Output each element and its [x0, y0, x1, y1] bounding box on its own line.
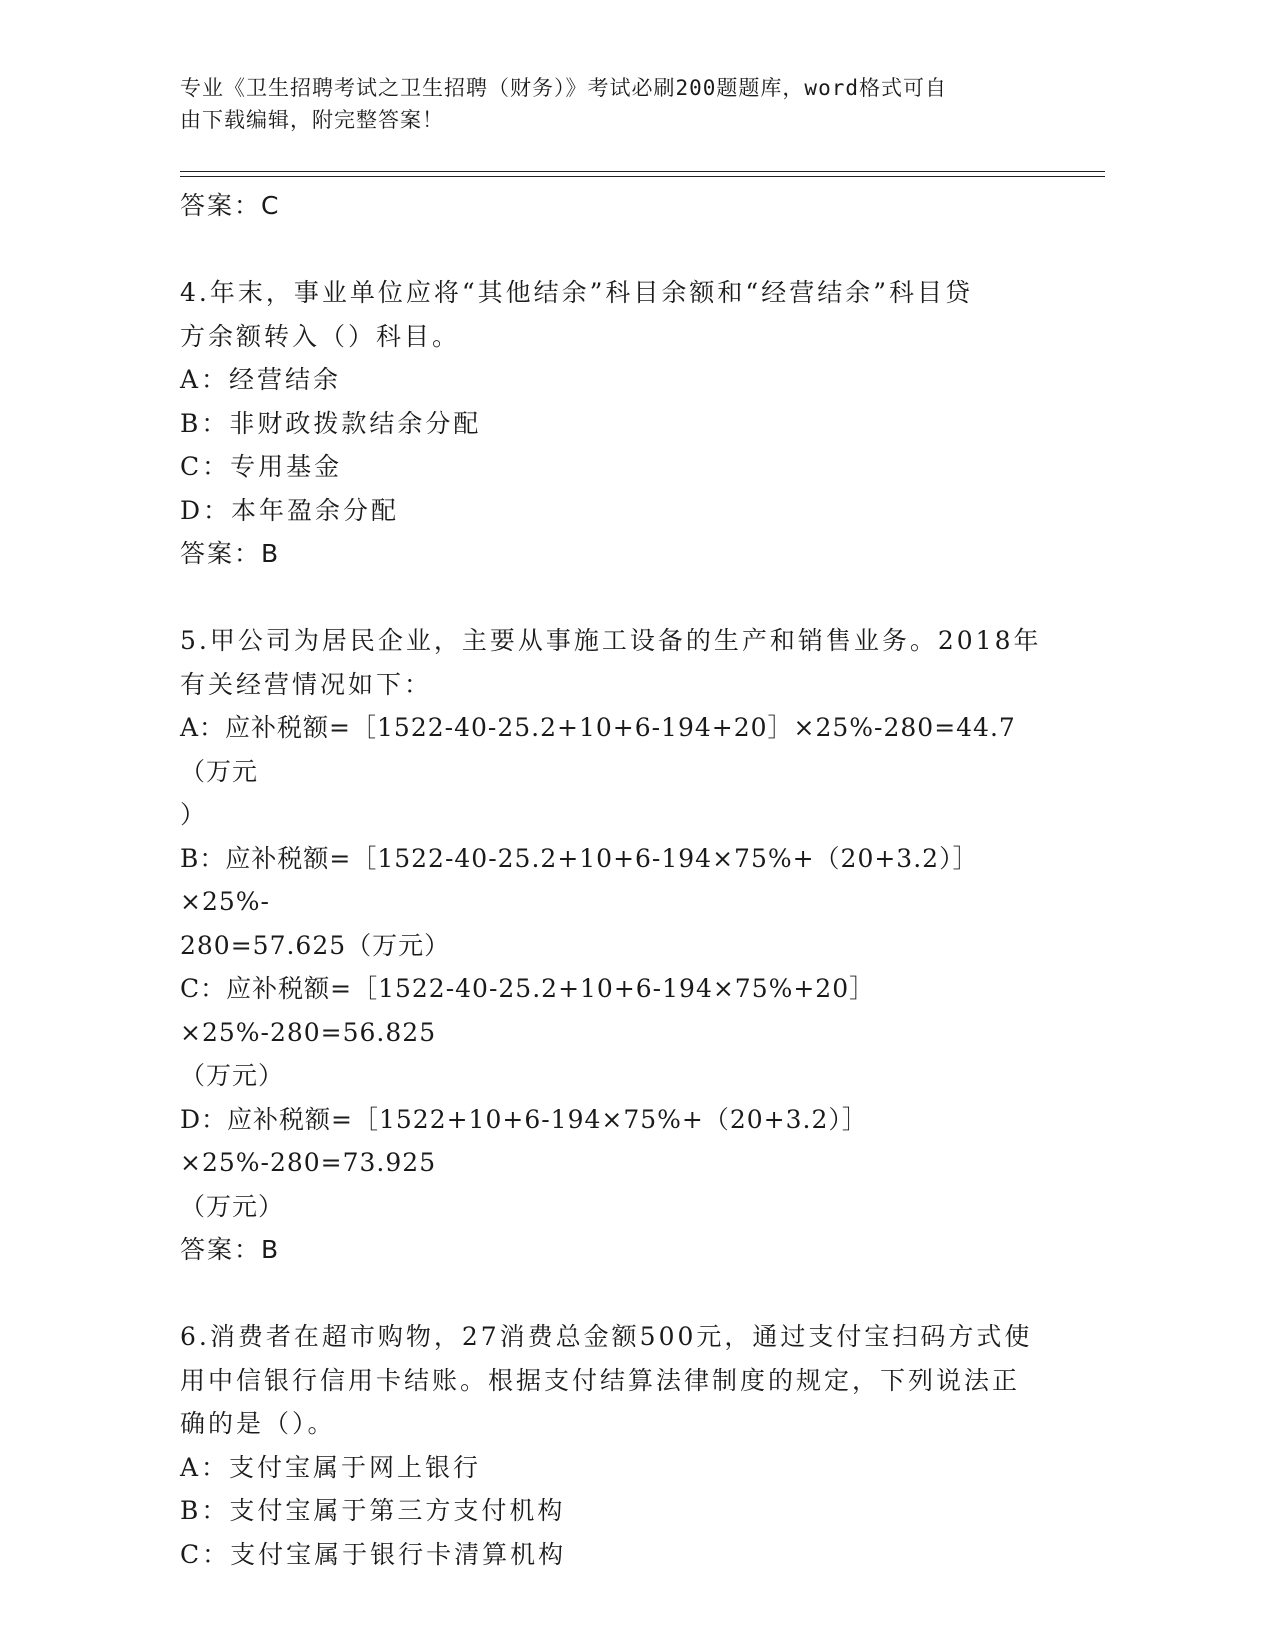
question-6-option-a: A：支付宝属于网上银行: [180, 1452, 482, 1482]
question-5-option-c-line-2: （万元）: [180, 1061, 285, 1090]
document-header: [180, 72, 1040, 136]
question-5-stem-line-1: 5.甲公司为居民企业，主要从事施工设备的生产和销售业务。2018年: [180, 626, 1042, 655]
question-5-answer: 答案：B: [180, 1235, 281, 1264]
question-4-option-a: A：经营结余: [180, 365, 342, 394]
question-content: [180, 184, 1050, 1576]
header-line-2: 由下载编辑，附完整答案！: [180, 108, 444, 132]
question-5-option-c-line-1: C：应补税额=［1522-40-25.2+10+6-194×75%+20］×25%-280=56.825: [180, 974, 876, 1047]
question-5-option-b-line-2: 280=57.625（万元）: [180, 930, 451, 960]
spacer: [180, 576, 1050, 620]
question-6-option-c: C：支付宝属于银行卡清算机构: [180, 1539, 567, 1569]
header-line-1: 专业《卫生招聘考试之卫生招聘（财务）》考试必刷200题题库，word格式可自: [180, 76, 947, 100]
previous-answer: 答案：C: [180, 191, 281, 220]
question-4-answer: 答案：B: [180, 539, 281, 568]
question-4-option-b: B：非财政拨款结余分配: [180, 408, 482, 438]
question-5-option-d-line-1: D：应补税额=［1522+10+6-194×75%+（20+3.2）］×25%-280=73.925: [180, 1104, 868, 1177]
question-6: [180, 1315, 1050, 1576]
question-6-stem-line-1: 6.消费者在超市购物，27消费总金额500元，通过支付宝扫码方式使: [180, 1322, 1033, 1351]
question-5-option-a-line-2: ）: [180, 800, 207, 829]
question-4-stem-line-2: 方余额转入（）科目。: [180, 321, 461, 351]
question-6-option-b: B：支付宝属于第三方支付机构: [180, 1496, 566, 1525]
question-4-option-c: C：专用基金: [180, 452, 343, 481]
header-divider-bottom: [180, 176, 1105, 177]
spacer: [180, 1272, 1050, 1316]
spacer: [180, 228, 1050, 272]
question-4-option-d: D：本年盈余分配: [180, 495, 400, 525]
question-6-stem-line-2: 用中信银行信用卡结账。根据支付结算法律制度的规定，下列说法正: [180, 1365, 1021, 1395]
question-5-option-b-line-1: B：应补税额=［1522-40-25.2+10+6-194×75%+（20+3.2）］×25%-: [180, 843, 979, 916]
question-6-stem-line-3: 确的是（）。: [180, 1409, 336, 1438]
question-5: [180, 619, 1050, 1272]
question-4-stem-line-1: 4.年末，事业单位应将“其他结余”科目余额和“经营结余”科目贷: [180, 278, 973, 307]
header-divider-top: [180, 171, 1105, 172]
question-5-option-d-line-2: （万元）: [180, 1191, 285, 1221]
question-5-option-a-line-1: A：应补税额=［1522-40-25.2+10+6-194+20］×25%-280=44.7（万元: [180, 713, 1016, 786]
question-4: [180, 271, 1050, 576]
question-5-stem-line-2: 有关经营情况如下：: [180, 669, 433, 699]
